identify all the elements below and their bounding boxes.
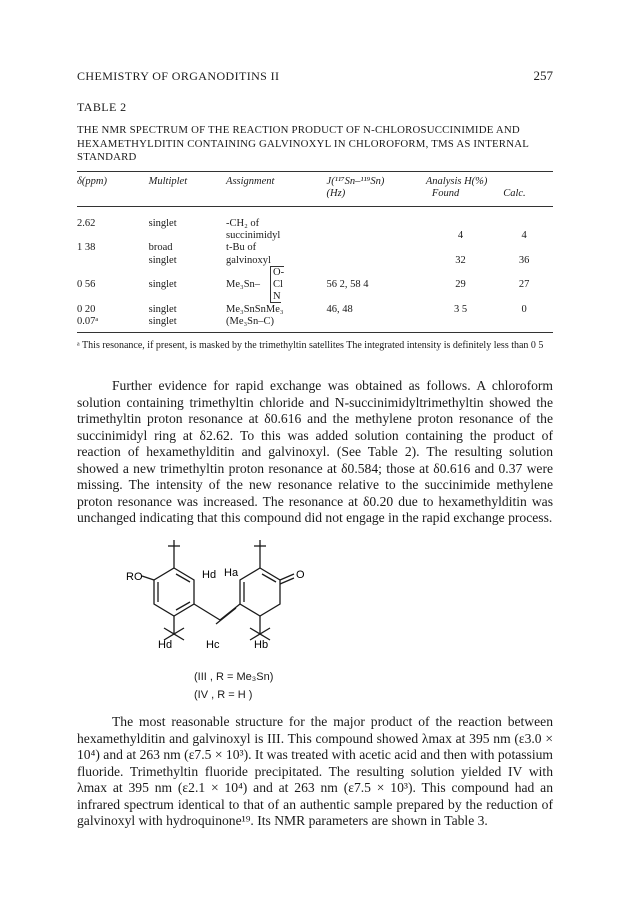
found-value: 32 [455, 254, 466, 266]
multiplet-line: singlet [148, 254, 177, 266]
cell-delta: 2.62 [77, 218, 96, 229]
cell-calc [495, 267, 553, 304]
body-paragraph: The most reasonable structure for the major product of the reaction between hexamethylditin and galvinoxyl is III. This compound showed λmax at 395 nm (ε3.0 × 10⁴) and at 263 nm (ε7.5 × 10³). It was treated with acetic acid and then with potassium fluoride. Trimethyltin fluoride precipitated. The resulting solution yielded IV with λmax at 395 nm (ε2.1 × 10⁴) and at 263 nm (ε7.5 × 10³). This compound had an infrared spectrum identical to that of an authentic sample prepared by the reduction of galvinoxyl with hydroquinone¹⁹. Its NMR parameters are shown in Table 3. [77, 714, 553, 828]
table-top-rule [77, 171, 553, 172]
cell-calc [495, 210, 553, 242]
cell-found: 3 5 [453, 303, 468, 315]
compound-iv-label: (IV , R = H ) [194, 689, 253, 701]
ha-label: Ha [224, 567, 239, 579]
hd-bottom-label: Hd [158, 639, 173, 651]
col-j-header [327, 176, 426, 210]
cell-found [426, 210, 495, 242]
bracket-n: N [270, 291, 281, 303]
body-paragraph: Further evidence for rapid exchange was obtained as follows. A chloroform solution containing trimethyltin chloride and N-succinimidyltrimethyltin showed the trimethyltin proton resonance at δ0.616 and the methylene proton resonance of the succinimidyl ring at δ2.62. To this was added solution containing the product of reaction of hexamethylditin and galvinoxyl. (See Table 2). The resulting solution showed a new trimethyltin proton resonance at δ0.584; those at δ0.616 and 0.37 were missing. The intensity of the new resonance relative to the succinimide methylene proton resonance was increased. The resonance at δ0.20 due to hexamethylditin was unchanged indicating that this compound did not engage in the rapid exchange process. [77, 378, 553, 525]
assignment-line: galvinoxyl [226, 254, 271, 266]
table-caption: THE NMR SPECTRUM OF THE REACTION PRODUCT OF N-CHLOROSUCCINIMIDE AND HEXAMETHYLDITIN CONTAINING GALVINOXYL IN CHLOROFORM, TMS AS INTERNAL STANDARD [77, 124, 529, 163]
assignment-prefix: Me₃Sn– [226, 278, 261, 290]
hd-top-label: Hd [202, 569, 217, 581]
col-assignment-header: Assignment [226, 176, 275, 187]
compound-iii-label: (III , R = Me₃Sn) [194, 671, 274, 683]
bracket-o: O- [270, 266, 284, 279]
calc-value: 36 [518, 254, 530, 266]
col-j-unit: (Hz) [326, 188, 346, 199]
multiplet-line: broad [148, 242, 173, 254]
table-row [77, 210, 553, 242]
col-analysis-label: Analysis H(%) [425, 176, 488, 187]
ro-label: RO [126, 571, 143, 583]
cell-assignment: (Me₃Sn–C) [226, 316, 275, 328]
cell-delta: 0.07ᵃ [77, 316, 99, 328]
table-row [77, 242, 553, 266]
cell-found [426, 316, 495, 328]
cell-delta: 0 20 [77, 303, 96, 315]
found-value: 29 [455, 279, 466, 291]
calc-value: 4 [521, 230, 527, 242]
cell-multiplet: singlet [148, 316, 177, 328]
calc-value: 27 [518, 279, 530, 291]
cell-assignment: Me₃SnSnMe₃ [226, 303, 284, 315]
cell-j: 46, 48 [326, 303, 353, 315]
table-label: TABLE 2 [77, 100, 127, 114]
table-footnote: ᵃ This resonance, if present, is masked by the trimethyltin satellites The integrated intensity is definitely less than 0 5 [77, 340, 544, 351]
assignment-line: t-Bu of [226, 242, 257, 254]
cell-j [327, 267, 426, 304]
nmr-table [77, 176, 553, 328]
table-bottom-rule [77, 332, 553, 333]
delta-value: 0 56 [77, 279, 96, 291]
col-multiplet-header: Multiplet [148, 176, 188, 187]
cell-multiplet [149, 242, 226, 266]
cell-j [327, 316, 426, 328]
assignment-line: succinimidyl [226, 230, 281, 242]
table-row [77, 316, 553, 328]
col-found-label: Found [431, 188, 460, 199]
cell-assignment [226, 242, 327, 266]
cell-delta: 1 38 [77, 242, 96, 254]
cell-j [327, 210, 426, 242]
cell-found [426, 242, 495, 266]
table-header-row [77, 176, 553, 210]
running-head [77, 69, 553, 84]
table-row [77, 304, 553, 316]
cell-calc [495, 242, 553, 266]
cell-multiplet [149, 267, 226, 304]
hb-label: Hb [254, 639, 269, 651]
cell-delta [77, 267, 149, 304]
col-delta-header: δ(ppm) [77, 176, 107, 187]
found-value: 4 [457, 230, 464, 242]
hc-label: Hc [206, 639, 220, 651]
col-found-header [426, 176, 495, 210]
cell-multiplet: singlet [148, 218, 177, 229]
j-value: 56 2, 58 4 [326, 279, 369, 291]
col-calc-label: Calc. [503, 188, 526, 199]
bracket-cl: Cl [270, 279, 283, 291]
multiplet-value: singlet [148, 279, 177, 291]
cell-assignment [226, 267, 327, 304]
succinimide-assignment [226, 267, 327, 304]
col-j-label: J(¹¹⁷Sn–¹¹⁹Sn) [326, 176, 385, 187]
cell-calc [495, 316, 553, 328]
col-calc-header [495, 176, 553, 210]
cell-assignment [226, 210, 327, 242]
cell-calc: 0 [521, 303, 527, 315]
page-number: 257 [533, 68, 553, 83]
cell-found [426, 267, 495, 304]
right-ring [240, 568, 280, 616]
oxygen-label: O [296, 569, 305, 581]
left-ring [154, 568, 194, 616]
assignment-line: -CH₂ of [226, 218, 260, 229]
running-title: CHEMISTRY OF ORGANODITINS II [77, 69, 280, 83]
cell-j [327, 242, 426, 266]
cell-multiplet: singlet [148, 303, 177, 315]
table-row [77, 267, 553, 304]
